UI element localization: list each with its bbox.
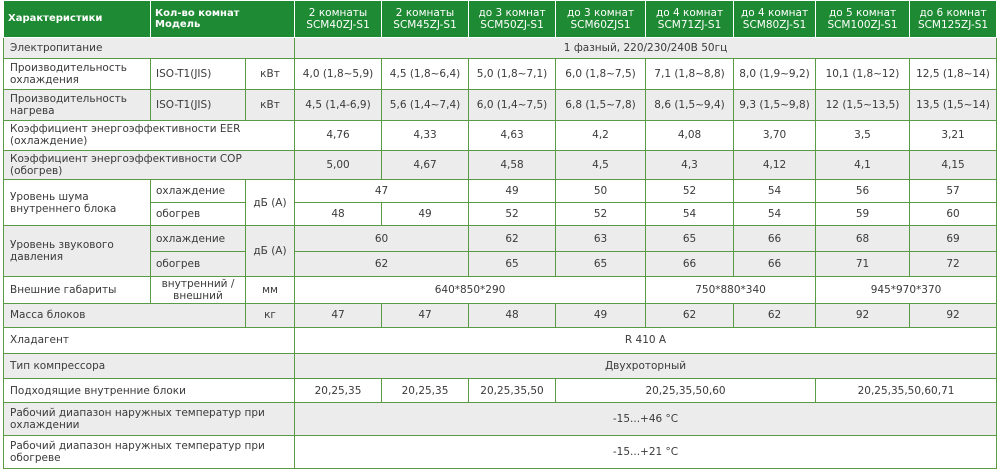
sound-pressure-heating-value: 65 — [556, 251, 646, 276]
weight-value: 49 — [556, 303, 646, 327]
compressor-label: Тип компрессора — [4, 353, 295, 378]
weight-value: 48 — [469, 303, 556, 327]
weight-value: 92 — [910, 303, 997, 327]
sound-pressure-heating-value: 71 — [816, 251, 910, 276]
row-indoor-units — [4, 378, 997, 402]
row-indoor-noise-cooling — [4, 179, 997, 202]
cooling-capacity-value: 5,0 (1,8~7,1) — [469, 59, 556, 90]
indoor-noise-heating-value: 48 — [295, 203, 382, 226]
indoor-noise-heating-value: 52 — [469, 203, 556, 226]
sound-pressure-cooling-label: охлаждение — [151, 226, 246, 251]
sound-pressure-heating-value: 65 — [469, 251, 556, 276]
eer-value: 4,08 — [646, 120, 734, 151]
row-cooling-range — [4, 403, 997, 436]
header-rooms: 2 комнаты — [395, 6, 455, 19]
sound-pressure-unit: дБ (A) — [246, 226, 295, 277]
indoor-noise-cooling-value: 49 — [469, 179, 556, 202]
header-row — [4, 1, 997, 38]
heating-capacity-value: 5,6 (1,4~7,4) — [382, 89, 469, 120]
indoor-noise-heating-value: 54 — [646, 203, 734, 226]
indoor-noise-heating-value: 59 — [816, 203, 910, 226]
row-sound-pressure-cooling — [4, 226, 997, 251]
header-col-2 — [382, 1, 469, 38]
weight-value: 47 — [295, 303, 382, 327]
eer-value: 3,70 — [734, 120, 816, 151]
header-model: SCM80ZJ-S1 — [742, 19, 807, 32]
row-power — [4, 38, 997, 59]
power-label: Электропитание — [4, 38, 295, 59]
header-rooms: до 3 комнат — [566, 6, 635, 19]
eer-value: 4,33 — [382, 120, 469, 151]
heating-capacity-value: 8,6 (1,5~9,4) — [646, 89, 734, 120]
indoor-noise-heating-value: 60 — [910, 203, 997, 226]
row-heating-range — [4, 436, 997, 469]
sound-pressure-heating-value: 62 — [295, 251, 469, 276]
indoor-units-value: 20,25,35,50,60,71 — [816, 378, 997, 402]
indoor-noise-heating-value: 49 — [382, 203, 469, 226]
header-col-7 — [816, 1, 910, 38]
indoor-noise-heating-value: 54 — [734, 203, 816, 226]
cop-value: 4,15 — [910, 151, 997, 180]
cooling-capacity-label: Производительность охлаждения — [4, 59, 151, 90]
sound-pressure-label: Уровень звукового давления — [4, 226, 151, 277]
heating-capacity-value: 4,5 (1,4-6,9) — [295, 89, 382, 120]
indoor-noise-cooling-value: 56 — [816, 179, 910, 202]
header-characteristics: Характеристики — [4, 1, 151, 38]
header-rooms: до 5 комнат — [828, 6, 897, 19]
indoor-noise-heating-value: 52 — [556, 203, 646, 226]
header-model: SCM60ZJS1 — [570, 19, 631, 32]
header-rooms-label: Кол-во комнат — [155, 7, 240, 19]
row-cop — [4, 151, 997, 180]
row-refrigerant — [4, 328, 997, 353]
cooling-capacity-value: 7,1 (1,8~8,8) — [646, 59, 734, 90]
sound-pressure-cooling-value: 65 — [646, 226, 734, 251]
header-col-1 — [295, 1, 382, 38]
heating-capacity-unit: кВт — [246, 89, 295, 120]
sound-pressure-cooling-value: 68 — [816, 226, 910, 251]
weight-unit: кг — [246, 303, 295, 327]
row-cooling-capacity — [4, 59, 997, 90]
eer-value: 4,2 — [556, 120, 646, 151]
indoor-units-value: 20,25,35,50 — [469, 378, 556, 402]
header-model: SCM71ZJ-S1 — [657, 19, 722, 32]
weight-value: 62 — [734, 303, 816, 327]
specifications-table — [3, 0, 997, 469]
dimensions-value: 640*850*290 — [295, 277, 646, 304]
sound-pressure-cooling-value: 63 — [556, 226, 646, 251]
eer-value: 4,76 — [295, 120, 382, 151]
dimensions-value: 945*970*370 — [816, 277, 997, 304]
sound-pressure-cooling-value: 62 — [469, 226, 556, 251]
indoor-noise-heating-label: обогрев — [151, 203, 246, 226]
cop-value: 4,3 — [646, 151, 734, 180]
sound-pressure-cooling-value: 66 — [734, 226, 816, 251]
indoor-noise-label: Уровень шума внутреннего блока — [4, 179, 151, 226]
compressor-value: Двухроторный — [295, 353, 997, 378]
header-model: SCM45ZJ-S1 — [393, 19, 457, 32]
cop-label: Коэффициент энергоэффективности COP (обогрев) — [4, 151, 295, 180]
header-rooms: 2 комнаты — [308, 6, 368, 19]
cooling-capacity-value: 10,1 (1,8~12) — [816, 59, 910, 90]
row-weight — [4, 303, 997, 327]
weight-value: 47 — [382, 303, 469, 327]
header-col-4 — [556, 1, 646, 38]
header-model: SCM100ZJ-S1 — [827, 19, 898, 32]
header-model-label: Модель — [155, 19, 201, 31]
header-model: SCM40ZJ-S1 — [306, 19, 370, 32]
cooling-capacity-value: 8,0 (1,9~9,2) — [734, 59, 816, 90]
indoor-units-value: 20,25,35,50,60 — [556, 378, 816, 402]
indoor-noise-unit: дБ (A) — [246, 179, 295, 226]
header-col-3 — [469, 1, 556, 38]
indoor-noise-cooling-value: 50 — [556, 179, 646, 202]
indoor-noise-cooling-label: охлаждение — [151, 179, 246, 202]
sound-pressure-cooling-value: 69 — [910, 226, 997, 251]
header-col-8 — [910, 1, 997, 38]
dimensions-unit: мм — [246, 277, 295, 304]
cooling-capacity-value: 4,5 (1,8~6,4) — [382, 59, 469, 90]
header-col-5 — [646, 1, 734, 38]
indoor-units-label: Подходящие внутренние блоки — [4, 378, 295, 402]
refrigerant-value: R 410 A — [295, 328, 997, 353]
heating-capacity-value: 9,3 (1,5~9,8) — [734, 89, 816, 120]
cooling-capacity-unit: кВт — [246, 59, 295, 90]
cooling-capacity-value: 4,0 (1,8~5,9) — [295, 59, 382, 90]
indoor-units-value: 20,25,35 — [382, 378, 469, 402]
dimensions-label: Внешние габариты — [4, 277, 151, 304]
eer-value: 4,63 — [469, 120, 556, 151]
heating-capacity-value: 12 (1,5~13,5) — [816, 89, 910, 120]
sound-pressure-heating-value: 72 — [910, 251, 997, 276]
weight-value: 92 — [816, 303, 910, 327]
weight-value: 62 — [646, 303, 734, 327]
row-dimensions — [4, 277, 997, 304]
sound-pressure-cooling-value: 60 — [295, 226, 469, 251]
row-heating-capacity — [4, 89, 997, 120]
cop-value: 4,1 — [816, 151, 910, 180]
cop-value: 4,12 — [734, 151, 816, 180]
power-value: 1 фазный, 220/230/240В 50гц — [295, 38, 997, 59]
row-sound-pressure-heating — [4, 251, 997, 276]
cooling-capacity-value: 12,5 (1,8~14) — [910, 59, 997, 90]
dimensions-sub-label: внутренний / внешний — [151, 277, 246, 304]
eer-label: Коэффициент энергоэффективности EER (охлаждение) — [4, 120, 295, 151]
header-rooms: до 4 комнат — [655, 6, 724, 19]
heating-capacity-standard: ISO-T1(JIS) — [151, 89, 246, 120]
cop-value: 4,58 — [469, 151, 556, 180]
sound-pressure-heating-value: 66 — [734, 251, 816, 276]
indoor-noise-cooling-value: 54 — [734, 179, 816, 202]
header-col-6 — [734, 1, 816, 38]
eer-value: 3,5 — [816, 120, 910, 151]
heating-capacity-label: Производительность нагрева — [4, 89, 151, 120]
cooling-range-label: Рабочий диапазон наружных температур при охлаждении — [4, 403, 295, 436]
sound-pressure-heating-label: обогрев — [151, 251, 246, 276]
header-model: SCM125ZJ-S1 — [917, 19, 989, 32]
cooling-capacity-standard: ISO-T1(JIS) — [151, 59, 246, 90]
header-model: SCM50ZJ-S1 — [480, 19, 544, 32]
header-rooms: до 3 комнат — [478, 6, 546, 19]
dimensions-value: 750*880*340 — [646, 277, 816, 304]
sound-pressure-heating-value: 66 — [646, 251, 734, 276]
cop-value: 4,5 — [556, 151, 646, 180]
heating-capacity-value: 13,5 (1,5~14) — [910, 89, 997, 120]
heating-range-label: Рабочий диапазон наружных температур при обогреве — [4, 436, 295, 469]
heating-capacity-value: 6,0 (1,4~7,5) — [469, 89, 556, 120]
heating-capacity-value: 6,8 (1,5~7,8) — [556, 89, 646, 120]
row-compressor — [4, 353, 997, 378]
cooling-capacity-value: 6,0 (1,8~7,5) — [556, 59, 646, 90]
header-rooms-model — [151, 1, 295, 38]
cop-value: 4,67 — [382, 151, 469, 180]
row-eer — [4, 120, 997, 151]
header-rooms: до 6 комнат — [919, 6, 987, 19]
indoor-noise-cooling-value: 47 — [295, 179, 469, 202]
indoor-noise-cooling-value: 52 — [646, 179, 734, 202]
indoor-units-value: 20,25,35 — [295, 378, 382, 402]
row-indoor-noise-heating — [4, 203, 997, 226]
cop-value: 5,00 — [295, 151, 382, 180]
indoor-noise-cooling-value: 57 — [910, 179, 997, 202]
eer-value: 3,21 — [910, 120, 997, 151]
heating-range-value: -15...+21 °С — [295, 436, 997, 469]
cooling-range-value: -15...+46 °С — [295, 403, 997, 436]
weight-label: Масса блоков — [4, 303, 246, 327]
header-rooms: до 4 комнат — [740, 6, 809, 19]
refrigerant-label: Хладагент — [4, 328, 295, 353]
